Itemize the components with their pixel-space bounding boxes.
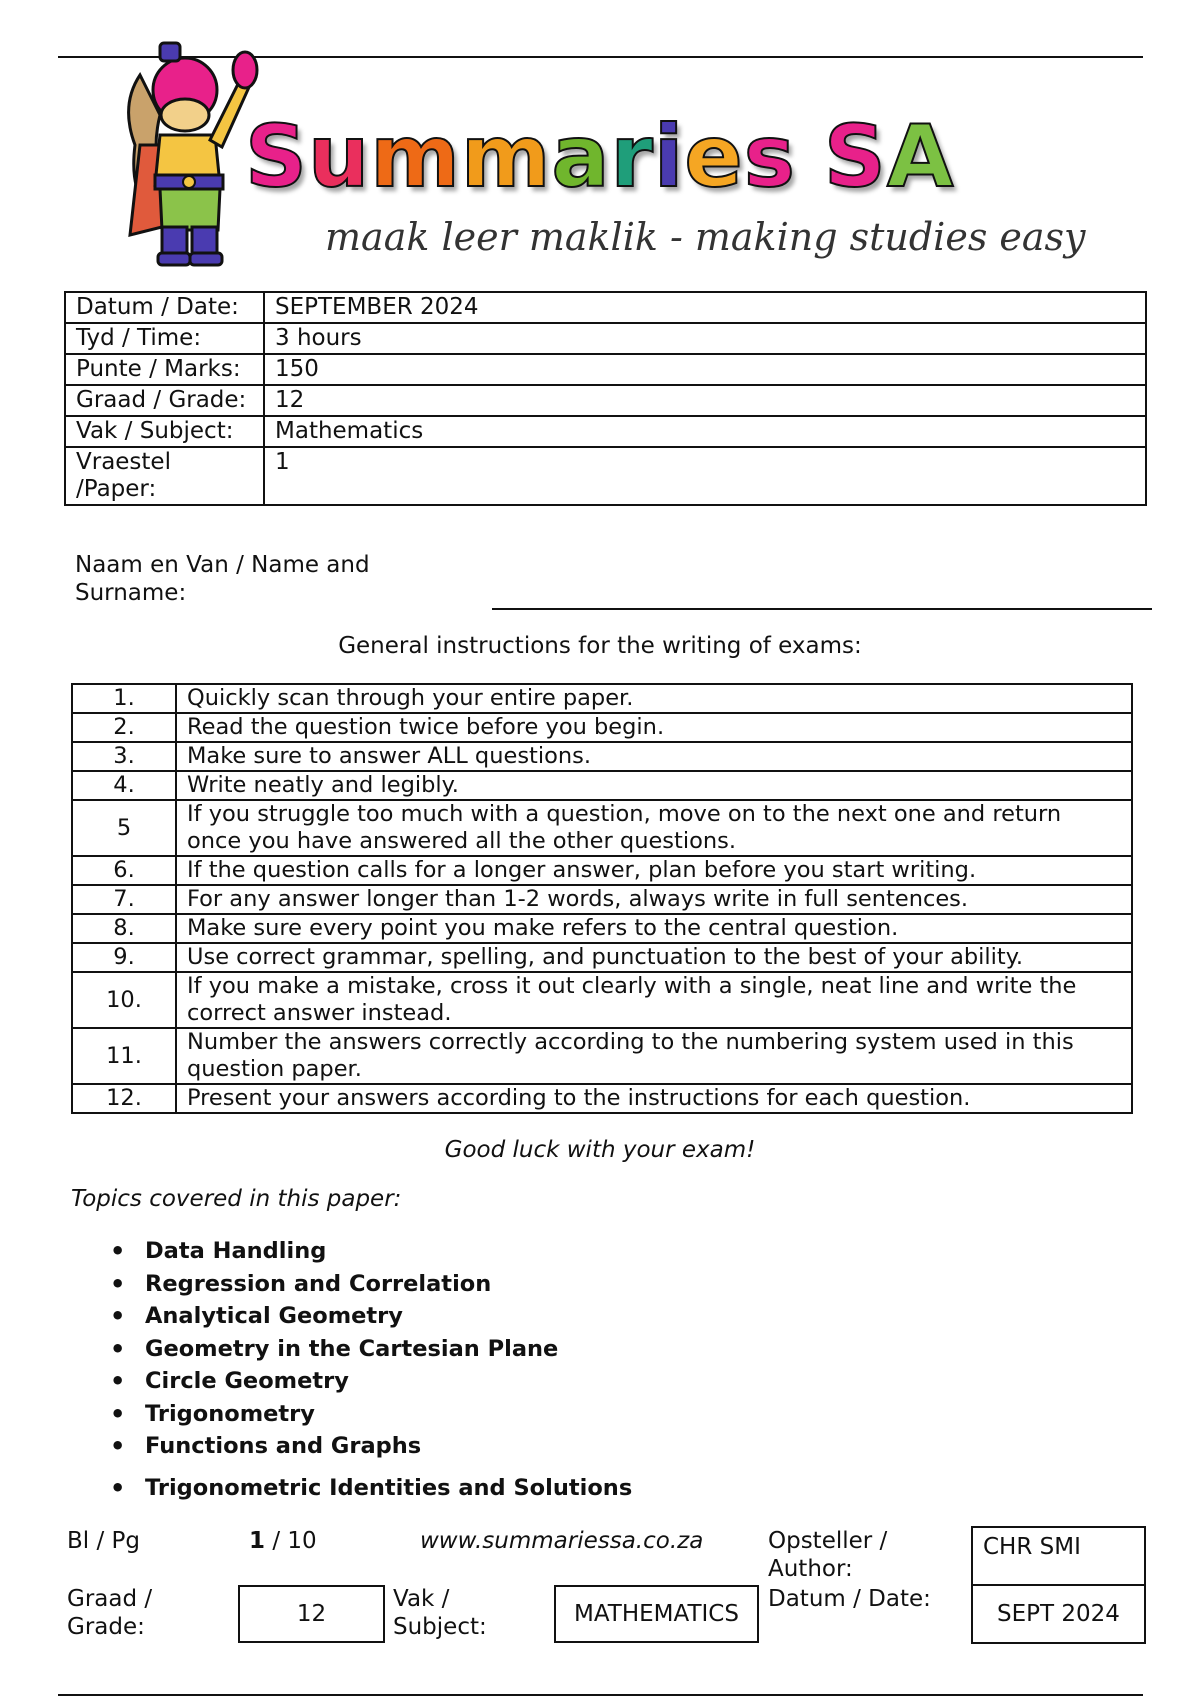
instruction-text: Present your answers according to the instructions for each question. [176,1084,1132,1113]
logo-letter: A [886,107,955,207]
instruction-row [72,742,1132,771]
footer-date-value: SEPT 2024 [971,1584,1146,1644]
name-surname-label: Naam en Van / Name and Surname: [75,552,370,606]
footer-grade-value: 12 [238,1585,385,1643]
exam-info-table [64,291,1147,506]
bottom-rule [58,1694,1143,1696]
footer-date-label: Datum / Date: [768,1586,931,1612]
footer-page-current: 1 [249,1528,266,1554]
instruction-number: 1. [72,684,176,713]
instruction-text: If you make a mistake, cross it out clearly with a single, neat line and write the correct answer instead. [176,972,1132,1028]
instruction-number: 8. [72,914,176,943]
instruction-number: 9. [72,943,176,972]
logo-letter: e [684,107,744,207]
topic-item: • Trigonometry [110,1398,632,1431]
logo-letter: m [370,107,461,207]
info-row [65,323,1146,354]
instruction-row [72,856,1132,885]
topic-item: • Data Handling [110,1235,632,1268]
footer-author-label: Opsteller / Author: [768,1528,888,1582]
logo [120,35,1100,275]
instruction-text: For any answer longer than 1-2 words, always write in full sentences. [176,885,1132,914]
instruction-row [72,914,1132,943]
logo-letter: s [743,107,796,207]
footer-page-total: / 10 [272,1528,317,1554]
info-row [65,292,1146,323]
instruction-text: Read the question twice before you begin. [176,713,1132,742]
instruction-text: Number the answers correctly according to the numbering system used in this question paper. [176,1028,1132,1084]
instruction-row [72,684,1132,713]
info-key: Vraestel /Paper: [65,447,264,505]
logo-letter: a [551,107,611,207]
info-value: Mathematics [264,416,1146,447]
instruction-text: If the question calls for a longer answer, plan before you start writing. [176,856,1132,885]
info-key: Vak / Subject: [65,416,264,447]
topic-item: • Circle Geometry [110,1365,632,1398]
instruction-text: Write neatly and legibly. [176,771,1132,800]
info-value: SEPTEMBER 2024 [264,292,1146,323]
instructions-table [71,683,1133,1114]
info-row [65,416,1146,447]
logo-letter: i [653,107,685,207]
instruction-row [72,943,1132,972]
footer-page-number [249,1527,317,1555]
instruction-number: 4. [72,771,176,800]
footer-grade-label: Graad / Grade: [67,1586,153,1640]
footer-subject-value: MATHEMATICS [554,1585,759,1643]
good-luck-message: Good luck with your exam! [444,1137,756,1163]
logo-wordmark [245,107,954,207]
footer-page-label: Bl / Pg [67,1528,141,1554]
info-row [65,354,1146,385]
instruction-text: If you struggle too much with a question, move on to the next one and return once you have answered all the other questions. [176,800,1132,856]
topics-title: Topics covered in this paper: [71,1186,402,1212]
info-key: Datum / Date: [65,292,264,323]
topics-list [110,1235,632,1504]
logo-letter: r [610,107,654,207]
instruction-row [72,885,1132,914]
info-value: 3 hours [264,323,1146,354]
topic-item: • Functions and Graphs [110,1430,632,1463]
instruction-text: Make sure every point you make refers to the central question. [176,914,1132,943]
info-value: 1 [264,447,1146,505]
instruction-row [72,972,1132,1028]
topic-item: • Regression and Correlation [110,1268,632,1301]
instruction-number: 2. [72,713,176,742]
instruction-number: 3. [72,742,176,771]
logo-letter: m [460,107,552,207]
topic-item: • Analytical Geometry [110,1300,632,1333]
footer-website: www.summariessa.co.za [420,1528,704,1554]
name-surname-line[interactable] [492,608,1152,610]
instruction-number: 11. [72,1028,176,1084]
instruction-row [72,1028,1132,1084]
instruction-number: 10. [72,972,176,1028]
info-key: Punte / Marks: [65,354,264,385]
footer-author-value: CHR SMI [971,1526,1146,1586]
instruction-number: 12. [72,1084,176,1113]
info-key: Tyd / Time: [65,323,264,354]
instruction-row [72,800,1132,856]
info-value: 12 [264,385,1146,416]
instructions-title: General instructions for the writing of exams: [338,633,862,659]
info-key: Graad / Grade: [65,385,264,416]
footer-subject-label: Vak / Subject: [393,1586,487,1640]
logo-letter: u [307,107,371,207]
info-row [65,447,1146,505]
instruction-text: Make sure to answer ALL questions. [176,742,1132,771]
logo-letter: S [245,107,308,207]
instruction-text: Quickly scan through your entire paper. [176,684,1132,713]
logo-tagline: maak leer maklik - making studies easy [325,215,1086,259]
info-value: 150 [264,354,1146,385]
topic-item: • Trigonometric Identities and Solutions [110,1472,632,1505]
info-row [65,385,1146,416]
instruction-row [72,1084,1132,1113]
instruction-number: 6. [72,856,176,885]
instruction-text: Use correct grammar, spelling, and punctuation to the best of your ability. [176,943,1132,972]
instruction-row [72,771,1132,800]
topic-item: • Geometry in the Cartesian Plane [110,1333,632,1366]
instruction-row [72,713,1132,742]
logo-letter: S [823,107,887,207]
instruction-number: 5 [72,800,176,856]
instruction-number: 7. [72,885,176,914]
